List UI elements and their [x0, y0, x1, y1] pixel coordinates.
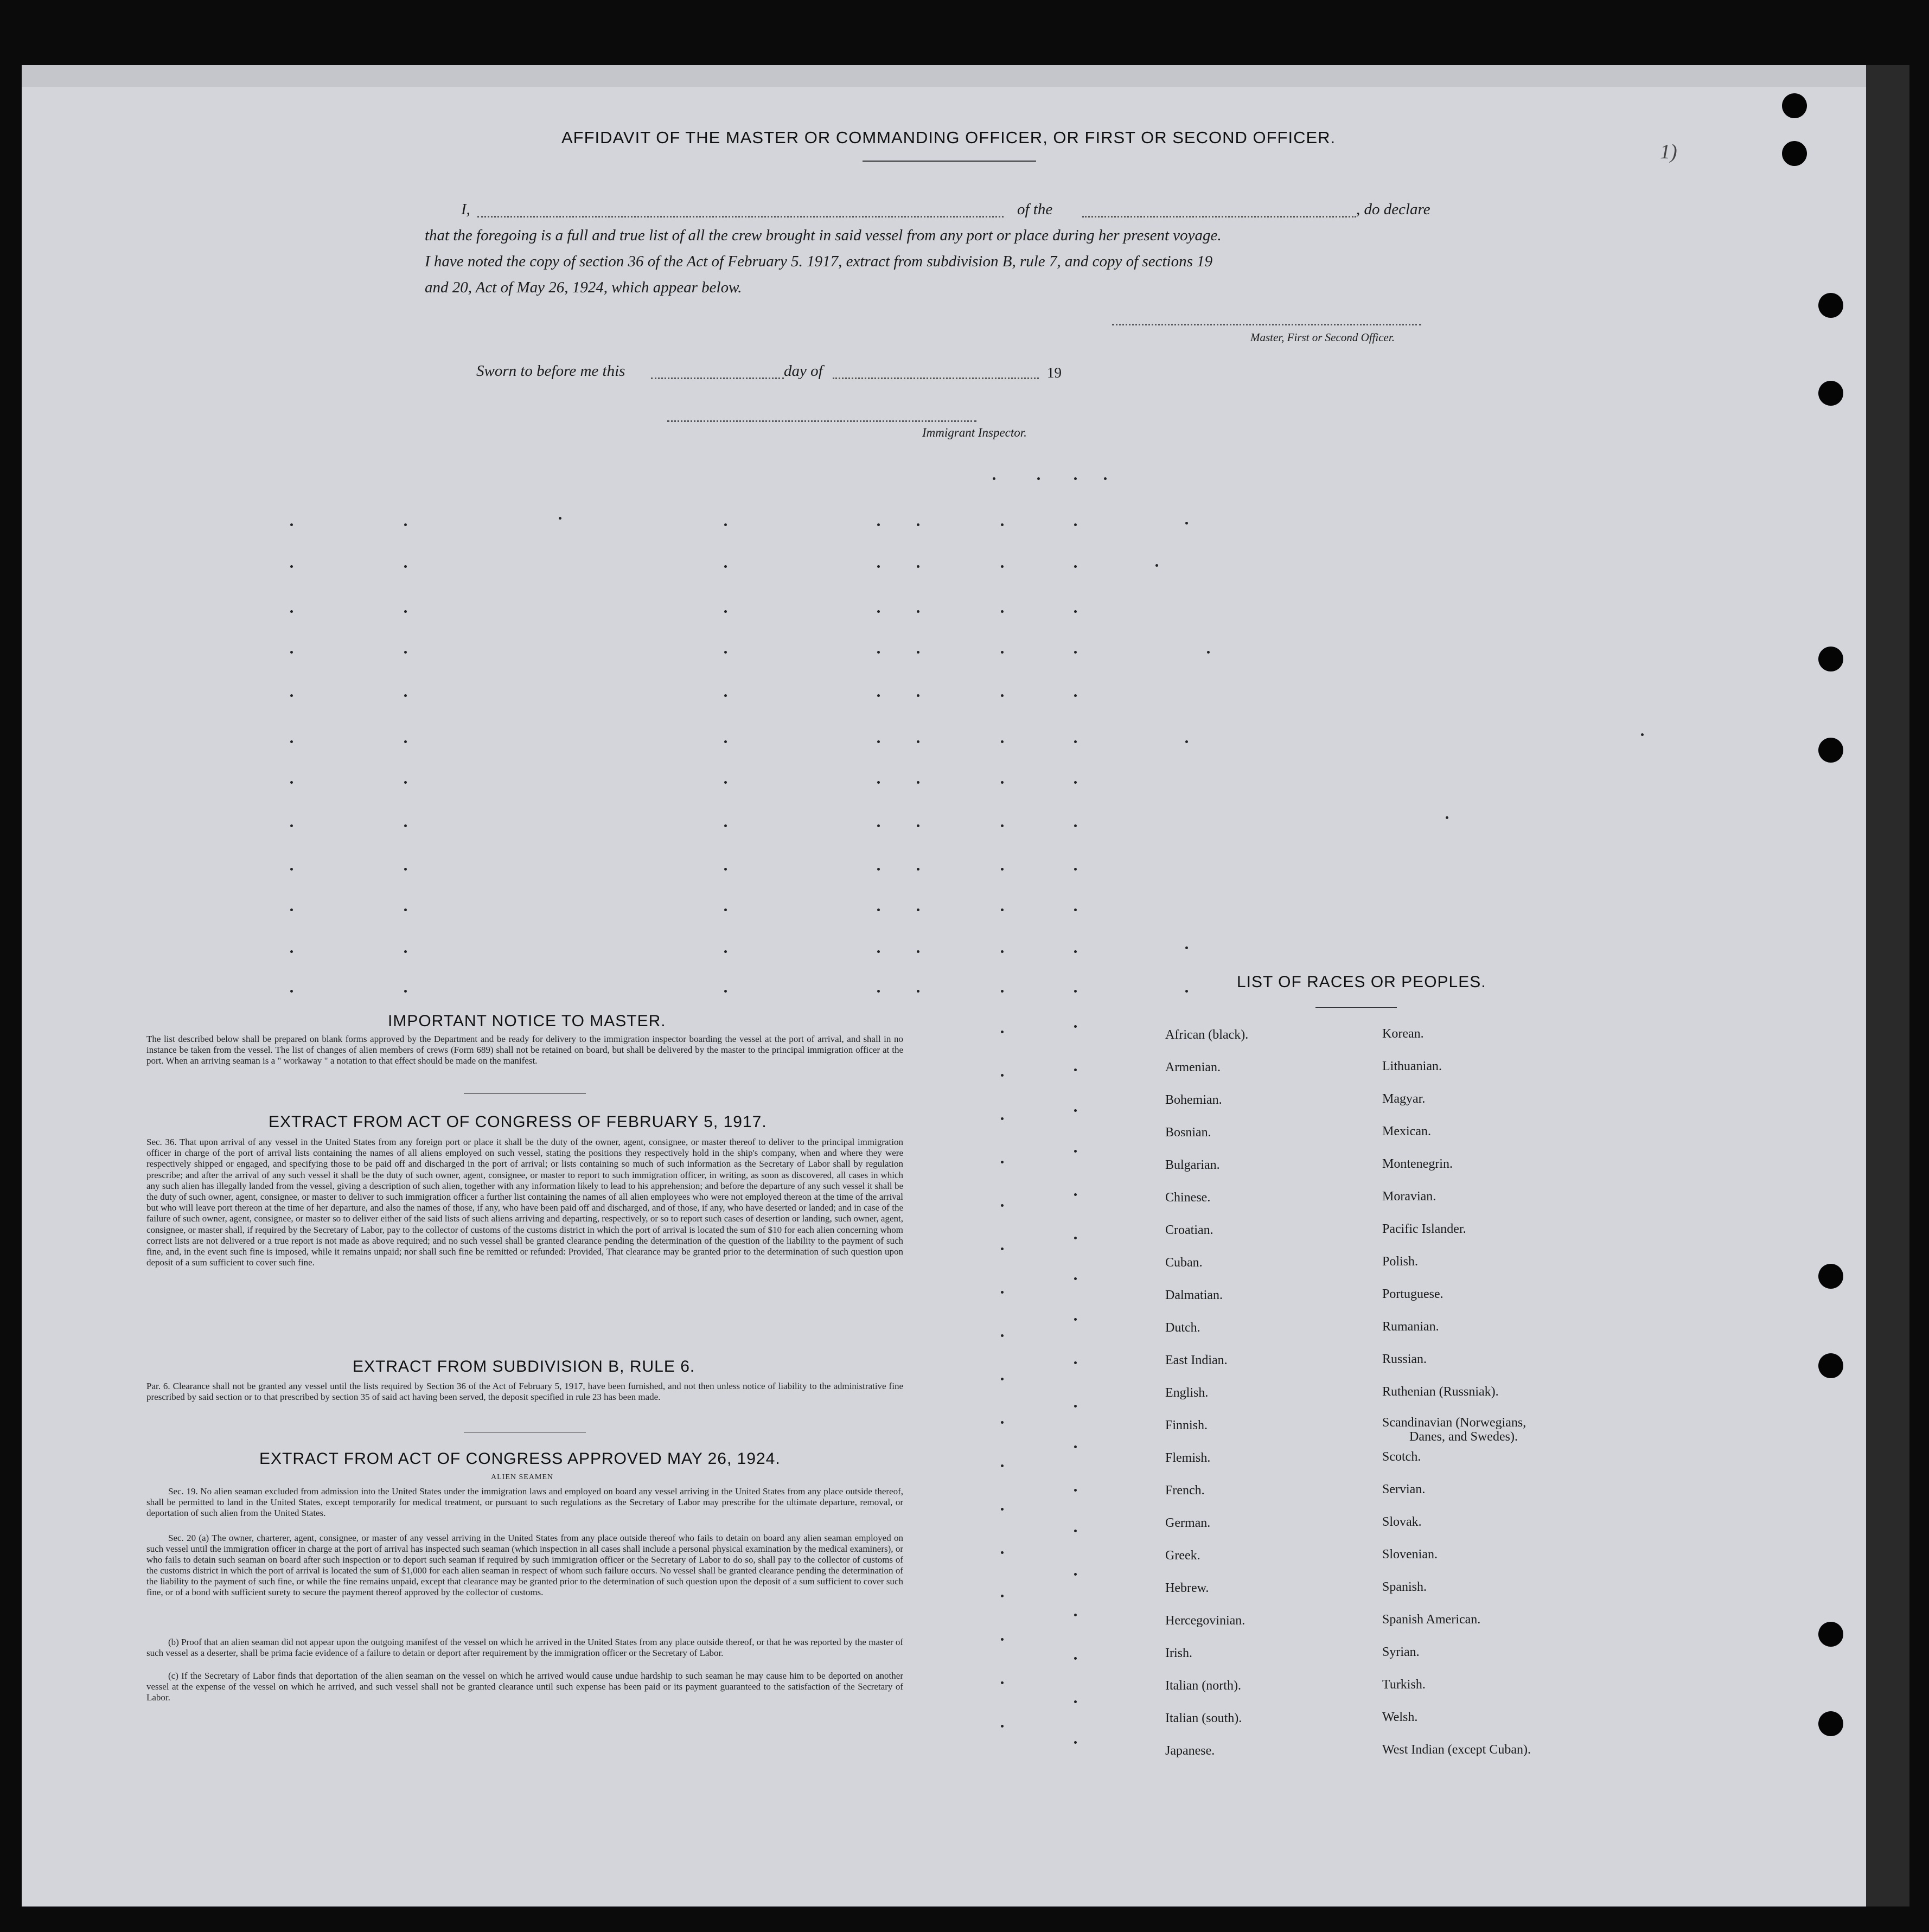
race-item: Finnish. [1165, 1418, 1208, 1432]
race-item: Korean. [1382, 1027, 1424, 1041]
punch-hole-icon [1782, 93, 1807, 118]
race-item: Greek. [1165, 1549, 1200, 1563]
affidavit-do-declare: , do declare [1356, 201, 1430, 218]
extract-1924-sec-20b: (b) Proof that an alien seaman did not appear upon the outgoing manifest of the vessel on which he arrived in the United States from any place outside thereof, or that he was reported by the master of such vessel as a deserter, shall be prima facie evidence of a failure to detain or deport after requirement by the immigration officer or the Secretary of Labor. [146, 1637, 903, 1658]
year-prefix: 19 [1047, 364, 1062, 381]
extract-1917-title: EXTRACT FROM ACT OF CONGRESS OF FEBRUARY 5, 1917. [269, 1113, 767, 1131]
race-item: Portuguese. [1382, 1287, 1443, 1301]
subdivision-b-title: EXTRACT FROM SUBDIVISION B, RULE 6. [353, 1358, 695, 1376]
race-item: Pacific Islander. [1382, 1222, 1466, 1236]
affidavit-title: AFFIDAVIT OF THE MASTER OR COMMANDING OFFICER, OR FIRST OR SECOND OFFICER. [561, 128, 1336, 147]
race-item: Spanish American. [1382, 1613, 1481, 1627]
extract-1924-title: EXTRACT FROM ACT OF CONGRESS APPROVED MAY 26, 1924. [259, 1450, 781, 1468]
punch-hole-icon [1818, 1353, 1843, 1378]
document-sheet [22, 87, 1866, 1907]
race-item: East Indian. [1165, 1353, 1228, 1367]
race-item: Servian. [1382, 1482, 1426, 1496]
sworn-text: Sworn to before me this [476, 362, 625, 380]
race-item: Slovak. [1382, 1515, 1422, 1529]
race-item: English. [1165, 1386, 1209, 1400]
paper-right-edge [1866, 65, 1909, 1907]
affidavit-of-the: of the [1017, 201, 1053, 218]
notice-divider [464, 1093, 586, 1094]
name-blank-line[interactable] [477, 216, 1004, 217]
affidavit-line-3: I have noted the copy of section 36 of the Act of February 5. 1917, extract from subdivision B, rule 7, and copy of sections 19 [425, 253, 1213, 270]
punch-hole-icon [1818, 381, 1843, 406]
race-item: Scotch. [1382, 1450, 1421, 1464]
race-item: French. [1165, 1483, 1205, 1498]
race-item: African (black). [1165, 1028, 1249, 1042]
extract-1924-sec-20a: Sec. 20 (a) The owner, charterer, agent, consignee, or master of any vessel arriving in the United States from any place outside thereof who fails to detain on board any alien seaman employed on such vessel until the immigration officer in charge at the port of arrival has inspected such seaman (which inspection in all cases shall include a personal physical examination by the medical examiners), or who fails to detain such seaman on board after such inspection or to deport such seaman if required by such immigration officer or the Secretary of Labor to do so, shall pay to the collector of customs of the customs district in which the port of arrival is located the sum of $1,000 for each alien seaman in respect of whom such failure occurs. No vessel shall be granted clearance pending the determination of the liability to the payment of such fine, or while the fine remains unpaid, except that clearance may be granted prior to the determination of such question upon the deposit of a sum sufficient to cover such fine, or of a bond with sufficient surety to secure the payment thereof approved by the collector of customs. [146, 1533, 903, 1597]
race-item: Spanish. [1382, 1580, 1427, 1594]
extract-1917-text: Sec. 36. That upon arrival of any vessel in the United States from any foreign port or place it shall be the duty of the owner, agent, consignee, or master thereof to deliver to the principal immigration officer in charge of the port of arrival lists containing the names of all aliens employed on such vessel, stating the positions they respectively hold in the ship's company, when and where they were respectively shipped or engaged, and specifying those to be paid off and discharged in the port of arrival; or lists containing so much of such information as the Secretary of Labor shall by regulation prescribe; and after the arrival of any such vessel it shall be the duty of such owner, agent, consignee, or master to report to such immigration officer, in writing, as soon as discovered, all cases in which any such alien has illegally landed from the vessel, giving a description of such alien, together with any information likely to lead to his apprehension; and before the departure of any such vessel it shall be the duty of such owner, agent, consignee, or master to deliver to such immigration officer a further list containing the names of all alien employees who were not employed thereon at the time of the arrival but who will leave port thereon at the time of her departure, and also the names of those, if any, who have been paid off and discharged, and of those, if any, who have deserted or landed; and in case of the failure of such owner, agent, consignee, or master so to deliver either of the said lists of such aliens arriving and departing, respectively, or so to report such cases of desertion or landing, such owner, agent, consignee, or master shall, if required by the Secretary of Labor, pay to the collector of customs of the customs district in which the port of arrival is located the sum of $10 for each alien concerning whom correct lists are not delivered or a true report is not made as above required; and no such vessel shall be granted clearance pending the determination of the question of the liability to the payment of such fine, and, in the event such fine is imposed, while it remains unpaid; nor shall such fine be remitted or refunded: Provided, That clearance may be granted prior to the determination of such question upon deposit of a sum sufficient to cover such fine. [146, 1137, 903, 1268]
inspector-label: Immigrant Inspector. [922, 426, 1027, 439]
punch-hole-icon [1818, 1622, 1843, 1647]
race-item: Cuban. [1165, 1256, 1203, 1270]
notice-title: IMPORTANT NOTICE TO MASTER. [388, 1012, 666, 1030]
affidavit-line-2: that the foregoing is a full and true list of all the crew brought in said vessel from any port or place during her present voyage. [425, 227, 1222, 244]
title-underline [863, 161, 1036, 162]
inspector-blank-line[interactable] [667, 420, 976, 422]
race-item: Bulgarian. [1165, 1158, 1220, 1172]
day-blank-line[interactable] [651, 378, 784, 379]
races-underline [1315, 1007, 1397, 1008]
punch-hole-icon [1818, 1711, 1843, 1736]
race-item: Dalmatian. [1165, 1288, 1223, 1302]
race-item: German. [1165, 1516, 1211, 1530]
race-item: Turkish. [1382, 1678, 1426, 1692]
punch-hole-icon [1818, 1264, 1843, 1289]
race-item: Armenian. [1165, 1060, 1221, 1074]
race-item: Welsh. [1382, 1710, 1418, 1724]
race-item-continued: Danes, and Swedes). [1409, 1430, 1518, 1444]
day-of-text: day of [784, 362, 823, 380]
race-item: Polish. [1382, 1255, 1419, 1269]
races-title: LIST OF RACES OR PEOPLES. [1237, 973, 1486, 991]
race-item: Moravian. [1382, 1189, 1436, 1204]
vessel-blank-line[interactable] [1082, 216, 1356, 217]
notice-text: The list described below shall be prepared on blank forms approved by the Department and be ready for delivery to the immigration inspector boarding the vessel at the port of arrival, and shall in no instance be taken from the vessel. The list of changes of alien members of crews (Form 689) shall not be retained on board, but shall be delivered by the master to the principal immigration officer at the port. When an arriving seaman is a " workaway " a notation to that effect should be made on the manifest. [146, 1034, 903, 1066]
extract-1924-sec-20c: (c) If the Secretary of Labor finds that deportation of the alien seaman on the vessel on which he arrived would cause undue hardship to such seaman he may cause him to be deported on another vessel at the expense of the vessel on which he arrived, and such vessel shall not be granted clearance until such expense has been paid or its payment guaranteed to the satisfaction of the Secretary of Labor. [146, 1671, 903, 1703]
signature-blank-line[interactable] [1112, 324, 1421, 325]
race-item: Mexican. [1382, 1124, 1431, 1138]
race-item: Bosnian. [1165, 1125, 1211, 1140]
race-item: Lithuanian. [1382, 1059, 1442, 1073]
signature-label: Master, First or Second Officer. [1250, 331, 1395, 344]
alien-seamen-subtitle: ALIEN SEAMEN [491, 1473, 554, 1481]
race-item: Rumanian. [1382, 1320, 1439, 1334]
race-item: Bohemian. [1165, 1093, 1222, 1107]
race-item: Hebrew. [1165, 1581, 1209, 1595]
race-item: Scandinavian (Norwegians, [1382, 1416, 1526, 1430]
race-item: Slovenian. [1382, 1547, 1438, 1562]
race-item: Dutch. [1165, 1321, 1200, 1335]
affidavit-line-4: and 20, Act of May 26, 1924, which appear below. [425, 279, 742, 296]
month-blank-line[interactable] [833, 378, 1039, 379]
race-item: Italian (south). [1165, 1711, 1242, 1725]
race-item: West Indian (except Cuban). [1382, 1743, 1531, 1757]
race-item: Magyar. [1382, 1092, 1426, 1106]
affidavit-i-prefix: I, [461, 201, 470, 218]
punch-hole-icon [1818, 738, 1843, 763]
race-item: Japanese. [1165, 1744, 1215, 1758]
race-item: Irish. [1165, 1646, 1192, 1660]
race-item: Syrian. [1382, 1645, 1420, 1659]
race-item: Hercegovinian. [1165, 1614, 1245, 1628]
race-item: Flemish. [1165, 1451, 1211, 1465]
margin-handwritten-note: 1) [1660, 140, 1677, 163]
race-item: Montenegrin. [1382, 1157, 1453, 1171]
race-item: Italian (north). [1165, 1679, 1241, 1693]
punch-hole-icon [1818, 647, 1843, 671]
subdivision-b-text: Par. 6. Clearance shall not be granted any vessel until the lists required by Section 36 of the Act of February 5, 1917, have been furnished, and not then unless notice of liability to the administrative fine prescribed by said section or to that prescribed by section 35 of said act having been served, the deposit specified in rule 23 has been made. [146, 1381, 903, 1402]
race-item: Chinese. [1165, 1191, 1211, 1205]
race-item: Russian. [1382, 1352, 1427, 1366]
extract-1924-sec-19: Sec. 19. No alien seaman excluded from admission into the United States under the immigration laws and employed on board any vessel arriving in the United States from any place outside thereof, shall be permitted to land in the United States, except temporarily for medical treatment, or pursuant to such regulations as the Secretary of Labor may prescribe for the ultimate departure, removal, or deportation of such alien from the United States. [146, 1486, 903, 1518]
race-item: Croatian. [1165, 1223, 1213, 1237]
punch-hole-icon [1818, 293, 1843, 318]
paper-top-strip [22, 65, 1866, 87]
race-item: Ruthenian (Russniak). [1382, 1385, 1499, 1399]
punch-hole-icon [1782, 141, 1807, 166]
